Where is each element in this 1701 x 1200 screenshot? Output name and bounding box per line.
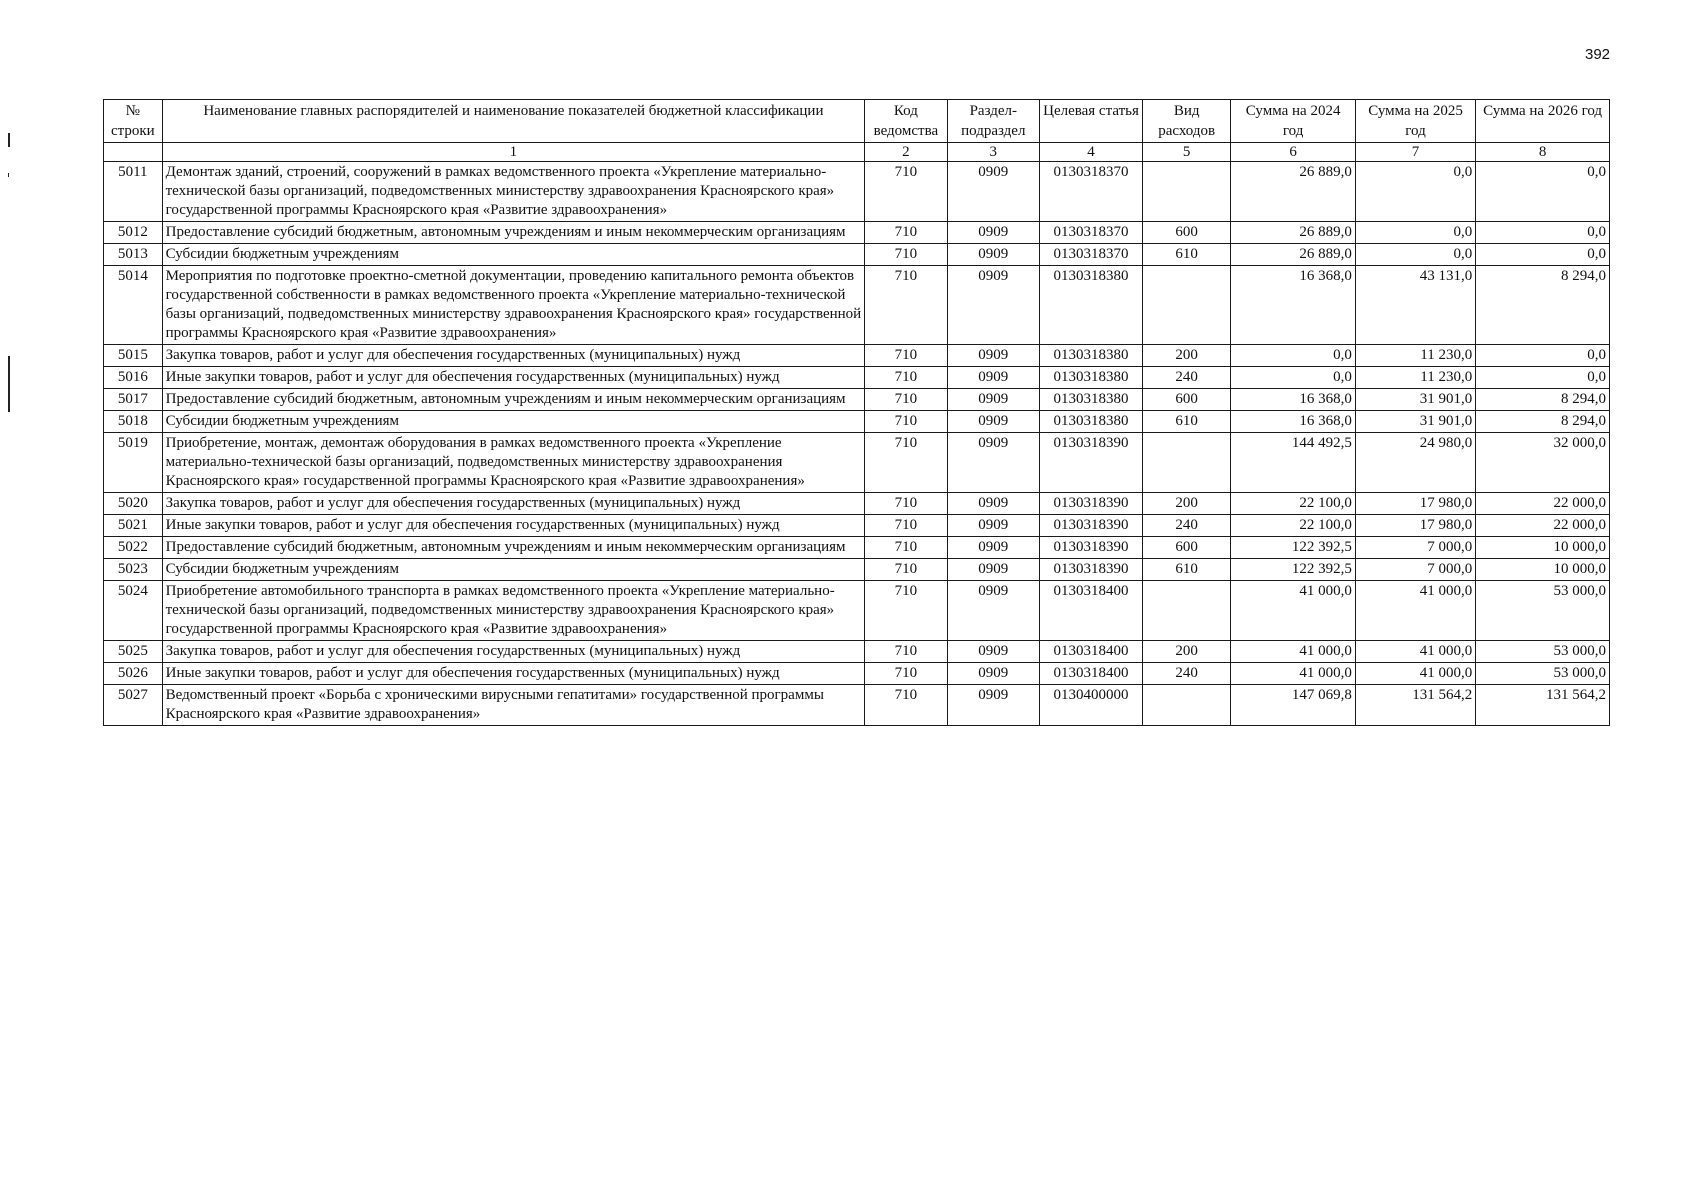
target-article-cell: 0130318370	[1040, 162, 1143, 222]
header-cell: Код ведомства	[865, 100, 947, 143]
target-article-cell: 0130318390	[1040, 433, 1143, 493]
expense-type-cell: 200	[1142, 345, 1230, 367]
row-number-cell: 5023	[104, 559, 163, 581]
department-code-cell: 710	[865, 493, 947, 515]
section-subsection-cell: 0909	[947, 581, 1040, 641]
budget-table	[103, 99, 1610, 726]
table-row	[104, 537, 1610, 559]
indicator-name-cell: Демонтаж зданий, строений, сооружений в рамках ведомственного проекта «Укрепление материально-технической базы организаций, подведомственных министерству здравоохранения Красноярского края» государственной программы Красноярского края «Развитие здравоохранения»	[162, 162, 865, 222]
target-article-cell: 0130318390	[1040, 559, 1143, 581]
target-article-cell: 0130318380	[1040, 367, 1143, 389]
amount-2025-cell: 41 000,0	[1355, 581, 1475, 641]
amount-2025-cell: 0,0	[1355, 162, 1475, 222]
amount-2026-cell: 10 000,0	[1476, 537, 1610, 559]
amount-2024-cell: 0,0	[1231, 367, 1355, 389]
indicator-name-cell: Мероприятия по подготовке проектно-сметной документации, проведению капитального ремонта объектов государственной собственности в рамках ведомственного проекта «Укрепление материально-технической базы организаций, подведомственных министерству здравоохранения Красноярского края» государственной программы Красноярского края «Развитие здравоохранения»	[162, 266, 865, 345]
indicator-name-cell: Закупка товаров, работ и услуг для обеспечения государственных (муниципальных) нужд	[162, 641, 865, 663]
column-number-cell: 8	[1476, 143, 1610, 162]
column-number-cell: 6	[1231, 143, 1355, 162]
amount-2025-cell: 0,0	[1355, 222, 1475, 244]
amount-2024-cell: 41 000,0	[1231, 641, 1355, 663]
section-subsection-cell: 0909	[947, 685, 1040, 726]
amount-2025-cell: 41 000,0	[1355, 663, 1475, 685]
row-number-cell: 5011	[104, 162, 163, 222]
amount-2026-cell: 0,0	[1476, 367, 1610, 389]
indicator-name-cell: Приобретение автомобильного транспорта в рамках ведомственного проекта «Укрепление материально-технической базы организаций, подведомственных министерству здравоохранения Красноярского края» государственной программы Красноярского края «Развитие здравоохранения»	[162, 581, 865, 641]
section-subsection-cell: 0909	[947, 389, 1040, 411]
column-number-cell: 5	[1142, 143, 1230, 162]
target-article-cell: 0130318380	[1040, 345, 1143, 367]
column-number-row	[104, 143, 1610, 162]
amount-2025-cell: 43 131,0	[1355, 266, 1475, 345]
row-number-cell: 5020	[104, 493, 163, 515]
indicator-name-cell: Иные закупки товаров, работ и услуг для обеспечения государственных (муниципальных) нужд	[162, 367, 865, 389]
department-code-cell: 710	[865, 515, 947, 537]
column-number-cell: 3	[947, 143, 1040, 162]
row-number-cell: 5017	[104, 389, 163, 411]
row-number-cell: 5018	[104, 411, 163, 433]
amount-2024-cell: 26 889,0	[1231, 162, 1355, 222]
amount-2026-cell: 22 000,0	[1476, 493, 1610, 515]
table-row	[104, 581, 1610, 641]
indicator-name-cell: Закупка товаров, работ и услуг для обеспечения государственных (муниципальных) нужд	[162, 493, 865, 515]
column-number-cell: 4	[1040, 143, 1143, 162]
table-row	[104, 663, 1610, 685]
table-row	[104, 685, 1610, 726]
column-number-cell: 2	[865, 143, 947, 162]
expense-type-cell: 240	[1142, 367, 1230, 389]
amount-2025-cell: 11 230,0	[1355, 345, 1475, 367]
amount-2026-cell: 131 564,2	[1476, 685, 1610, 726]
department-code-cell: 710	[865, 367, 947, 389]
row-number-cell: 5012	[104, 222, 163, 244]
amount-2025-cell: 0,0	[1355, 244, 1475, 266]
indicator-name-cell: Закупка товаров, работ и услуг для обеспечения государственных (муниципальных) нужд	[162, 345, 865, 367]
table-row	[104, 162, 1610, 222]
section-subsection-cell: 0909	[947, 515, 1040, 537]
table-row	[104, 433, 1610, 493]
header-cell: Целевая статья	[1040, 100, 1143, 143]
header-cell: Вид расходов	[1142, 100, 1230, 143]
table-row	[104, 345, 1610, 367]
column-number-cell: 1	[162, 143, 865, 162]
table-body	[104, 162, 1610, 726]
table-row	[104, 367, 1610, 389]
department-code-cell: 710	[865, 663, 947, 685]
amount-2024-cell: 122 392,5	[1231, 537, 1355, 559]
section-subsection-cell: 0909	[947, 162, 1040, 222]
header-cell: Сумма на 2025 год	[1355, 100, 1475, 143]
amount-2025-cell: 11 230,0	[1355, 367, 1475, 389]
department-code-cell: 710	[865, 389, 947, 411]
amount-2024-cell: 41 000,0	[1231, 663, 1355, 685]
table-row	[104, 515, 1610, 537]
department-code-cell: 710	[865, 537, 947, 559]
row-number-cell: 5013	[104, 244, 163, 266]
indicator-name-cell: Иные закупки товаров, работ и услуг для обеспечения государственных (муниципальных) нужд	[162, 515, 865, 537]
amount-2026-cell: 0,0	[1476, 222, 1610, 244]
target-article-cell: 0130318380	[1040, 266, 1143, 345]
expense-type-cell: 600	[1142, 537, 1230, 559]
amount-2025-cell: 31 901,0	[1355, 411, 1475, 433]
indicator-name-cell: Приобретение, монтаж, демонтаж оборудования в рамках ведомственного проекта «Укрепление материально-технической базы организаций, подведомственных министерству здравоохранения Красноярского края» государственной программы Красноярского края «Развитие здравоохранения»	[162, 433, 865, 493]
section-subsection-cell: 0909	[947, 537, 1040, 559]
scan-mark	[8, 133, 10, 147]
amount-2024-cell: 144 492,5	[1231, 433, 1355, 493]
section-subsection-cell: 0909	[947, 367, 1040, 389]
header-row	[104, 100, 1610, 143]
scan-mark	[8, 173, 9, 177]
expense-type-cell	[1142, 581, 1230, 641]
indicator-name-cell: Предоставление субсидий бюджетным, автономным учреждениям и иным некоммерческим организациям	[162, 389, 865, 411]
row-number-cell: 5016	[104, 367, 163, 389]
column-number-cell	[104, 143, 163, 162]
amount-2024-cell: 0,0	[1231, 345, 1355, 367]
expense-type-cell	[1142, 162, 1230, 222]
amount-2026-cell: 0,0	[1476, 162, 1610, 222]
section-subsection-cell: 0909	[947, 663, 1040, 685]
department-code-cell: 710	[865, 685, 947, 726]
header-cell: Сумма на 2026 год	[1476, 100, 1610, 143]
amount-2024-cell: 147 069,8	[1231, 685, 1355, 726]
expense-type-cell	[1142, 433, 1230, 493]
amount-2026-cell: 22 000,0	[1476, 515, 1610, 537]
amount-2026-cell: 8 294,0	[1476, 411, 1610, 433]
section-subsection-cell: 0909	[947, 266, 1040, 345]
section-subsection-cell: 0909	[947, 493, 1040, 515]
row-number-cell: 5022	[104, 537, 163, 559]
department-code-cell: 710	[865, 433, 947, 493]
expense-type-cell: 240	[1142, 515, 1230, 537]
amount-2026-cell: 10 000,0	[1476, 559, 1610, 581]
target-article-cell: 0130400000	[1040, 685, 1143, 726]
amount-2024-cell: 22 100,0	[1231, 515, 1355, 537]
department-code-cell: 710	[865, 244, 947, 266]
amount-2025-cell: 31 901,0	[1355, 389, 1475, 411]
target-article-cell: 0130318380	[1040, 389, 1143, 411]
section-subsection-cell: 0909	[947, 244, 1040, 266]
target-article-cell: 0130318400	[1040, 581, 1143, 641]
amount-2024-cell: 41 000,0	[1231, 581, 1355, 641]
amount-2026-cell: 8 294,0	[1476, 266, 1610, 345]
table-row	[104, 493, 1610, 515]
section-subsection-cell: 0909	[947, 433, 1040, 493]
amount-2024-cell: 16 368,0	[1231, 266, 1355, 345]
expense-type-cell: 200	[1142, 641, 1230, 663]
section-subsection-cell: 0909	[947, 559, 1040, 581]
amount-2025-cell: 7 000,0	[1355, 537, 1475, 559]
amount-2024-cell: 122 392,5	[1231, 559, 1355, 581]
amount-2025-cell: 131 564,2	[1355, 685, 1475, 726]
expense-type-cell: 610	[1142, 244, 1230, 266]
amount-2026-cell: 32 000,0	[1476, 433, 1610, 493]
department-code-cell: 710	[865, 162, 947, 222]
target-article-cell: 0130318400	[1040, 663, 1143, 685]
amount-2025-cell: 17 980,0	[1355, 493, 1475, 515]
amount-2026-cell: 53 000,0	[1476, 641, 1610, 663]
indicator-name-cell: Иные закупки товаров, работ и услуг для обеспечения государственных (муниципальных) нужд	[162, 663, 865, 685]
table-row	[104, 222, 1610, 244]
row-number-cell: 5015	[104, 345, 163, 367]
amount-2024-cell: 26 889,0	[1231, 222, 1355, 244]
target-article-cell: 0130318370	[1040, 244, 1143, 266]
department-code-cell: 710	[865, 641, 947, 663]
department-code-cell: 710	[865, 581, 947, 641]
header-cell: Сумма на 2024 год	[1231, 100, 1355, 143]
target-article-cell: 0130318390	[1040, 515, 1143, 537]
indicator-name-cell: Субсидии бюджетным учреждениям	[162, 411, 865, 433]
row-number-cell: 5019	[104, 433, 163, 493]
amount-2026-cell: 0,0	[1476, 345, 1610, 367]
page-number: 392	[1585, 46, 1611, 63]
amount-2024-cell: 26 889,0	[1231, 244, 1355, 266]
section-subsection-cell: 0909	[947, 411, 1040, 433]
table-row	[104, 244, 1610, 266]
expense-type-cell: 610	[1142, 559, 1230, 581]
department-code-cell: 710	[865, 266, 947, 345]
amount-2025-cell: 24 980,0	[1355, 433, 1475, 493]
header-cell: Раздел-подраздел	[947, 100, 1040, 143]
table-row	[104, 559, 1610, 581]
indicator-name-cell: Ведомственный проект «Борьба с хроническими вирусными гепатитами» государственной программы Красноярского края «Развитие здравоохранения»	[162, 685, 865, 726]
row-number-cell: 5025	[104, 641, 163, 663]
expense-type-cell: 600	[1142, 222, 1230, 244]
amount-2026-cell: 53 000,0	[1476, 663, 1610, 685]
indicator-name-cell: Субсидии бюджетным учреждениям	[162, 244, 865, 266]
amount-2024-cell: 16 368,0	[1231, 411, 1355, 433]
amount-2026-cell: 8 294,0	[1476, 389, 1610, 411]
section-subsection-cell: 0909	[947, 641, 1040, 663]
row-number-cell: 5021	[104, 515, 163, 537]
amount-2025-cell: 17 980,0	[1355, 515, 1475, 537]
table-row	[104, 641, 1610, 663]
expense-type-cell: 600	[1142, 389, 1230, 411]
row-number-cell: 5024	[104, 581, 163, 641]
row-number-cell: 5014	[104, 266, 163, 345]
indicator-name-cell: Субсидии бюджетным учреждениям	[162, 559, 865, 581]
table-row	[104, 411, 1610, 433]
section-subsection-cell: 0909	[947, 222, 1040, 244]
row-number-cell: 5027	[104, 685, 163, 726]
department-code-cell: 710	[865, 559, 947, 581]
amount-2026-cell: 0,0	[1476, 244, 1610, 266]
amount-2024-cell: 22 100,0	[1231, 493, 1355, 515]
row-number-cell: 5026	[104, 663, 163, 685]
header-cell: Наименование главных распорядителей и наименование показателей бюджетной классификации	[162, 100, 865, 143]
expense-type-cell	[1142, 685, 1230, 726]
indicator-name-cell: Предоставление субсидий бюджетным, автономным учреждениям и иным некоммерческим организациям	[162, 222, 865, 244]
amount-2025-cell: 7 000,0	[1355, 559, 1475, 581]
expense-type-cell: 240	[1142, 663, 1230, 685]
amount-2025-cell: 41 000,0	[1355, 641, 1475, 663]
scan-mark	[8, 356, 10, 412]
department-code-cell: 710	[865, 411, 947, 433]
target-article-cell: 0130318400	[1040, 641, 1143, 663]
expense-type-cell	[1142, 266, 1230, 345]
amount-2024-cell: 16 368,0	[1231, 389, 1355, 411]
indicator-name-cell: Предоставление субсидий бюджетным, автономным учреждениям и иным некоммерческим организациям	[162, 537, 865, 559]
department-code-cell: 710	[865, 345, 947, 367]
target-article-cell: 0130318390	[1040, 537, 1143, 559]
expense-type-cell: 200	[1142, 493, 1230, 515]
section-subsection-cell: 0909	[947, 345, 1040, 367]
column-number-cell: 7	[1355, 143, 1475, 162]
table-row	[104, 266, 1610, 345]
table-row	[104, 389, 1610, 411]
department-code-cell: 710	[865, 222, 947, 244]
target-article-cell: 0130318390	[1040, 493, 1143, 515]
target-article-cell: 0130318370	[1040, 222, 1143, 244]
target-article-cell: 0130318380	[1040, 411, 1143, 433]
header-cell: № строки	[104, 100, 163, 143]
expense-type-cell: 610	[1142, 411, 1230, 433]
amount-2026-cell: 53 000,0	[1476, 581, 1610, 641]
